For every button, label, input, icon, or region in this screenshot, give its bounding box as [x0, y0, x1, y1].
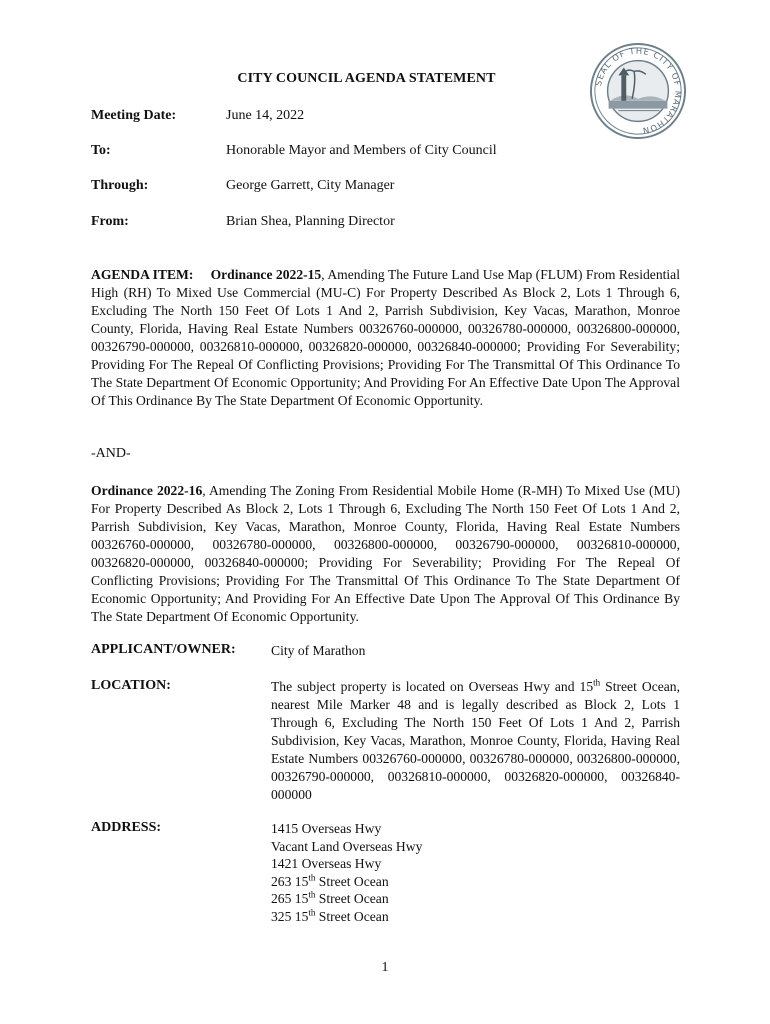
svg-text:SEAL OF THE CITY OF MARATHON: SEAL OF THE CITY OF MARATHON — [593, 45, 684, 137]
address-line: Vacant Land Overseas Hwy — [271, 838, 423, 854]
to-value: Honorable Mayor and Members of City Council — [226, 143, 497, 158]
address-line: 1415 Overseas Hwy — [271, 821, 382, 836]
from-value: Brian Shea, Planning Director — [226, 214, 395, 229]
ordinance-1-text: , Amending The Future Land Use Map (FLUM) From Residential High (RH) To Mixed Use Commercial (MU-C) For Property Described As Block 2, Lots 1 Through 6, Excluding The North 150 Feet Of Lots 1 And 2, Parrish Subdivision, Key Vacas, Marathon, Monroe County, Florida, Having Real Estate Numbers 00326760-000000, 00326780-000000, 00326800-000000, 00326790-000000, 00326810-000000, 00326820-000000, 00326840-000000; Providing For Severability; Providing For The Repeal Of Conflicting Provisions; Providing For The Transmittal Of This Ordinance To The State Department Of Economic Opportunity; And Providing For An Effective Date Upon The Approval Of This Ordinance By The State Department Of Economic Opportunity. — [91, 267, 680, 408]
address-number: 263 15 — [271, 873, 309, 889]
address-lines — [271, 820, 680, 925]
to-label: To: — [91, 143, 111, 158]
document-title: CITY COUNCIL AGENDA STATEMENT — [237, 71, 496, 86]
location-text-start: The subject property is located on Overseas Hwy and 15 — [271, 679, 594, 694]
street-suffix: Street Ocean — [315, 891, 389, 906]
applicant-label: APPLICANT/OWNER: — [91, 642, 236, 657]
address-line — [271, 890, 680, 908]
page-number: 1 — [381, 960, 389, 975]
applicant-value: City of Marathon — [271, 643, 366, 658]
address-number: 325 15 — [271, 908, 309, 924]
address-number: 265 15 — [271, 891, 309, 906]
address-line: 1421 Overseas Hwy — [271, 856, 382, 871]
ordinance-1-title: Ordinance 2022-15 — [210, 267, 322, 282]
city-seal-icon — [589, 42, 687, 140]
ordinal-suffix: th — [308, 871, 316, 882]
from-label: From: — [91, 214, 129, 229]
ordinal-suffix: th — [308, 889, 316, 900]
address-line — [271, 908, 680, 926]
street-suffix: Street Ocean — [315, 908, 389, 924]
through-label: Through: — [91, 178, 149, 193]
ordinance-2-text: , Amending The Zoning From Residential Mobile Home (R-MH) To Mixed Use (MU) For Property Described As Block 2, Lots 1 Through 6, Excluding The North 150 Feet Of Lots 1 And 2, Parrish Subdivision, Key Vacas, Marathon, Monroe County, Florida, Having Real Estate Numbers 00326760-000000, 00326780-000000, 00326800-000000, 00326790-000000, 00326810-000000, 00326820-000000, 00326840-000000; Providing For Severability; Providing For The Repeal Of Conflicting Provisions; Providing For The Transmittal Of This Ordinance To The State Department Of Economic Opportunity; And Providing For An Effective Date Upon The Approval Of This Ordinance By The State Department Of Economic Opportunity. — [91, 483, 680, 624]
through-value: George Garrett, City Manager — [226, 178, 395, 193]
location-ordinal-suffix: th — [593, 677, 601, 688]
location-label: LOCATION: — [91, 678, 171, 693]
location-value — [271, 678, 680, 804]
meeting-date-value: June 14, 2022 — [226, 108, 305, 123]
ordinance-2-paragraph — [91, 482, 680, 626]
address-label: ADDRESS: — [91, 820, 162, 835]
street-suffix: Street Ocean — [315, 873, 389, 889]
meeting-date-label: Meeting Date: — [91, 108, 177, 123]
location-text-end: Street Ocean, nearest Mile Marker 48 and is legally described as Block 2, Lots 1 Through 6, Excluding The North 150 Feet Of Lots 1 And 2, Parrish Subdivision, Key Vacas, Marathon, Monroe County, Florida, Having Real Estate Numbers 00326760-000000, 00326780-000000, 00326800-000000, 00326790-000000, 00326810-000000, 00326820-000000, 00326840-000000 — [271, 679, 680, 802]
agenda-item-paragraph — [91, 266, 680, 410]
and-separator: -AND- — [91, 446, 131, 461]
address-line — [271, 873, 680, 891]
ordinance-2-title: Ordinance 2022-16 — [91, 483, 203, 498]
ordinal-suffix: th — [308, 906, 316, 917]
agenda-item-label: AGENDA ITEM: — [91, 267, 194, 282]
